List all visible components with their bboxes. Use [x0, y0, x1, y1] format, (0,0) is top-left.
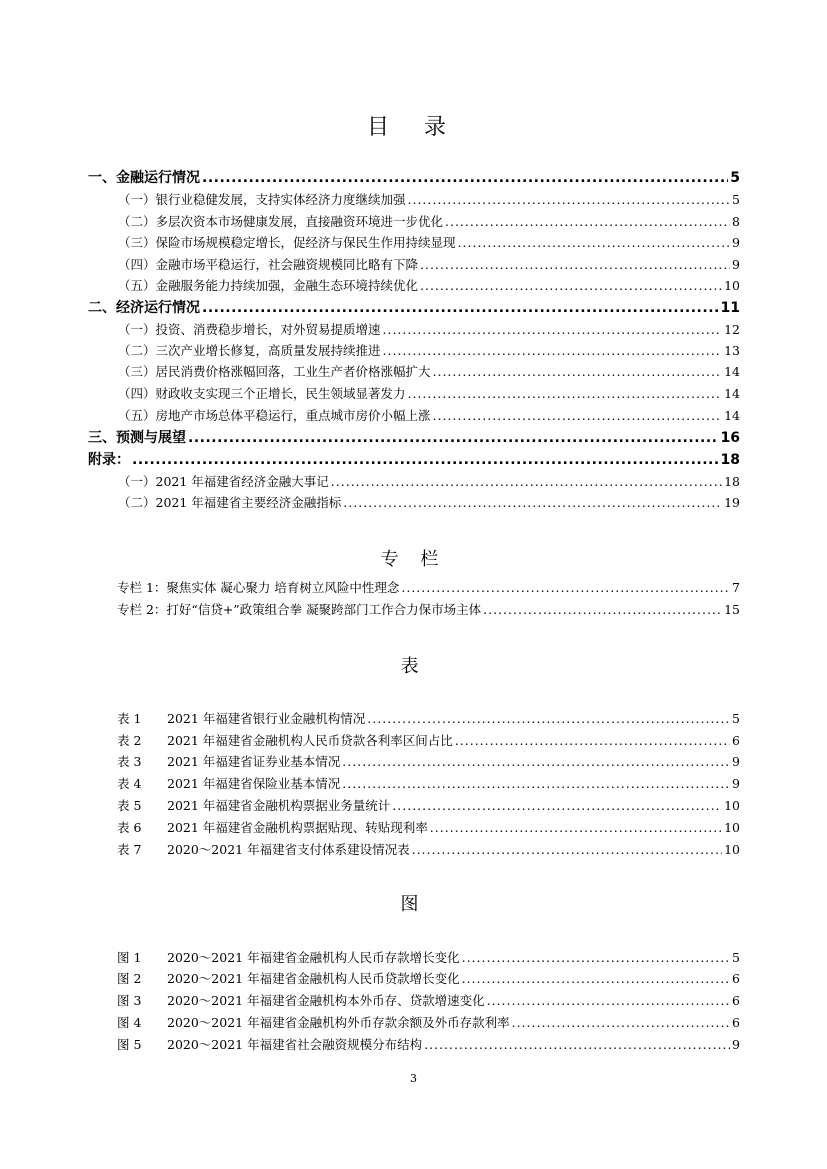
dot-leader — [367, 711, 730, 726]
toc-entry-label: （五）金融服务能力持续加强，金融生态环境持续优化 — [118, 278, 419, 293]
column-entry[interactable] — [117, 578, 740, 596]
dot-leader — [458, 235, 731, 250]
dot-leader — [420, 278, 722, 293]
toc-entry-level2[interactable] — [118, 362, 740, 380]
dot-leader — [512, 1015, 730, 1030]
column-entry[interactable] — [117, 600, 740, 618]
toc-entry-level1[interactable] — [88, 449, 740, 469]
figure-entry-label: 2020～2021 年福建省社会融资规模分布结构 — [167, 1037, 423, 1052]
dot-leader — [455, 733, 730, 748]
dot-leader — [383, 322, 723, 337]
table-entry[interactable] — [117, 796, 740, 814]
toc-entry-level2[interactable] — [118, 472, 740, 490]
toc-entry-level2[interactable] — [118, 384, 740, 402]
dot-leader — [462, 971, 730, 986]
toc-page-number: 11 — [720, 300, 740, 316]
table-entry-label: 2021 年福建省金融机构人民币贷款各利率区间占比 — [167, 733, 453, 748]
table-number: 表 2 — [117, 733, 142, 748]
figure-entry[interactable] — [117, 948, 740, 966]
toc-page-number: 5 — [732, 192, 740, 207]
toc-entry-label: 附录： — [88, 452, 130, 468]
figure-entry-label: 2020～2021 年福建省金融机构本外币存、贷款增速变化 — [167, 993, 485, 1008]
toc-entry-label: （二）多层次资本市场健康发展，直接融资环境进一步优化 — [118, 214, 444, 229]
table-number: 表 1 — [117, 711, 142, 726]
dot-leader — [408, 386, 723, 401]
dot-leader — [408, 192, 731, 207]
toc-entry-level2[interactable] — [118, 233, 740, 251]
dot-leader — [392, 798, 722, 813]
toc-entry-level2[interactable] — [118, 406, 740, 424]
toc-page-number: 18 — [720, 452, 740, 468]
toc-entry-label: 三、预测与展望 — [88, 430, 186, 446]
dot-leader — [188, 430, 719, 446]
dot-leader — [420, 257, 730, 272]
figure-page-number: 6 — [732, 993, 740, 1008]
figure-entry[interactable] — [117, 991, 740, 1009]
figure-page-number: 5 — [732, 950, 740, 965]
table-number: 表 5 — [117, 798, 142, 813]
column-page-number: 15 — [724, 602, 740, 617]
dot-leader — [202, 170, 728, 186]
dot-leader — [483, 602, 722, 617]
figure-entry-label: 2020～2021 年福建省金融机构外币存款余额及外币存款利率 — [167, 1015, 510, 1030]
toc-entry-label: 一、金融运行情况 — [88, 170, 200, 186]
toc-entry-label: （三）居民消费价格涨幅回落，工业生产者价格涨幅扩大 — [118, 364, 431, 379]
toc-entry-label: （五）房地产市场总体平稳运行，重点城市房价小幅上涨 — [118, 408, 431, 423]
toc-entry-level2[interactable] — [118, 190, 740, 208]
table-number: 表 6 — [117, 820, 142, 835]
toc-page-number: 5 — [730, 170, 740, 186]
toc-page-number: 18 — [724, 474, 740, 489]
toc-page-number: 14 — [724, 386, 740, 401]
dot-leader — [342, 776, 730, 791]
table-page-number: 10 — [724, 842, 740, 857]
toc-entry-label: （一）投资、消费稳步增长，对外贸易提质增速 — [118, 322, 381, 337]
table-entry-label: 2021 年福建省金融机构票据业务量统计 — [167, 798, 391, 813]
toc-page-number: 10 — [724, 278, 740, 293]
toc-entry-level2[interactable] — [118, 212, 740, 230]
columns-heading: 专 栏 — [380, 549, 447, 570]
figure-number: 图 4 — [117, 1015, 142, 1030]
figure-number: 图 5 — [117, 1037, 142, 1052]
toc-entry-label: （四）金融市场平稳运行，社会融资规模同比略有下降 — [118, 257, 419, 272]
toc-entry-level2[interactable] — [118, 255, 740, 273]
toc-entry-level1[interactable] — [88, 427, 740, 447]
dot-leader — [331, 474, 722, 489]
table-page-number: 6 — [732, 733, 740, 748]
tables-heading: 表 — [400, 656, 427, 677]
table-entry[interactable] — [117, 840, 740, 858]
table-number: 表 3 — [117, 754, 142, 769]
figure-entry-label: 2020～2021 年福建省金融机构人民币存款增长变化 — [167, 950, 460, 965]
dot-leader — [412, 842, 722, 857]
table-entry-label: 2021 年福建省保险业基本情况 — [167, 776, 341, 791]
toc-entry-level2[interactable] — [118, 493, 740, 511]
dot-leader — [132, 452, 719, 468]
table-page-number: 5 — [732, 711, 740, 726]
toc-entry-level1[interactable] — [88, 167, 740, 187]
page-title: 目 录 — [367, 115, 460, 140]
table-entry-label: 2020～2021 年福建省支付体系建设情况表 — [167, 842, 410, 857]
table-entry[interactable] — [117, 731, 740, 749]
dot-leader — [424, 1037, 730, 1052]
column-page-number: 7 — [732, 580, 740, 595]
toc-entry-level2[interactable] — [118, 341, 740, 359]
dot-leader — [430, 820, 722, 835]
dot-leader — [342, 754, 730, 769]
toc-entry-label: （一）银行业稳健发展，支持实体经济力度继续加强 — [118, 192, 406, 207]
toc-page-number: 9 — [732, 235, 740, 250]
figure-entry[interactable] — [117, 1035, 740, 1053]
figure-number: 图 2 — [117, 971, 142, 986]
table-entry-label: 2021 年福建省证券业基本情况 — [167, 754, 341, 769]
table-page-number: 10 — [724, 798, 740, 813]
table-entry[interactable] — [117, 752, 740, 770]
toc-page-number: 9 — [732, 257, 740, 272]
figure-number: 图 3 — [117, 993, 142, 1008]
toc-entry-level2[interactable] — [118, 276, 740, 294]
dot-leader — [433, 408, 723, 423]
table-entry[interactable] — [117, 709, 740, 727]
toc-entry-label: （二）2021 年福建省主要经济金融指标 — [118, 495, 342, 510]
dot-leader — [401, 580, 730, 595]
table-entry[interactable] — [117, 774, 740, 792]
table-number: 表 7 — [117, 842, 142, 857]
toc-entry-label: （二）三次产业增长修复，高质量发展持续推进 — [118, 343, 381, 358]
toc-entry-level1[interactable] — [88, 297, 740, 317]
table-page-number: 9 — [732, 776, 740, 791]
dot-leader — [202, 300, 719, 316]
dot-leader — [462, 950, 730, 965]
column-entry-label: 专栏 2：打好“信贷+”政策组合拳 凝聚跨部门工作合力保市场主体 — [117, 602, 482, 617]
toc-page-number: 16 — [720, 430, 740, 446]
table-entry[interactable] — [117, 818, 740, 836]
figure-page-number: 9 — [732, 1037, 740, 1052]
toc-page-number: 12 — [724, 322, 740, 337]
figure-entry[interactable] — [117, 1013, 740, 1031]
toc-entry-level2[interactable] — [118, 320, 740, 338]
table-number: 表 4 — [117, 776, 142, 791]
toc-page-number: 14 — [724, 408, 740, 423]
dot-leader — [383, 343, 723, 358]
figure-entry[interactable] — [117, 969, 740, 987]
toc-page-number: 19 — [724, 495, 740, 510]
toc-entry-label: （一）2021 年福建省经济金融大事记 — [118, 474, 329, 489]
dot-leader — [445, 214, 730, 229]
figures-heading: 图 — [400, 894, 427, 915]
figure-page-number: 6 — [732, 971, 740, 986]
page-number: 3 — [410, 1072, 417, 1085]
table-entry-label: 2021 年福建省银行业金融机构情况 — [167, 711, 366, 726]
figure-entry-label: 2020～2021 年福建省金融机构人民币贷款增长变化 — [167, 971, 460, 986]
table-page-number: 9 — [732, 754, 740, 769]
figure-number: 图 1 — [117, 950, 142, 965]
table-page-number: 10 — [724, 820, 740, 835]
toc-page-number: 14 — [724, 364, 740, 379]
toc-entry-label: （四）财政收支实现三个正增长，民生领域显著发力 — [118, 386, 406, 401]
dot-leader — [487, 993, 730, 1008]
figure-page-number: 6 — [732, 1015, 740, 1030]
toc-page-number: 8 — [732, 214, 740, 229]
toc-page-number: 13 — [724, 343, 740, 358]
table-entry-label: 2021 年福建省金融机构票据贴现、转贴现利率 — [167, 820, 428, 835]
dot-leader — [343, 495, 722, 510]
column-entry-label: 专栏 1：聚焦实体 凝心聚力 培育树立风险中性理念 — [117, 580, 400, 595]
dot-leader — [433, 364, 723, 379]
toc-entry-label: 二、经济运行情况 — [88, 300, 200, 316]
toc-entry-label: （三）保险市场规模稳定增长，促经济与保民生作用持续显现 — [118, 235, 456, 250]
